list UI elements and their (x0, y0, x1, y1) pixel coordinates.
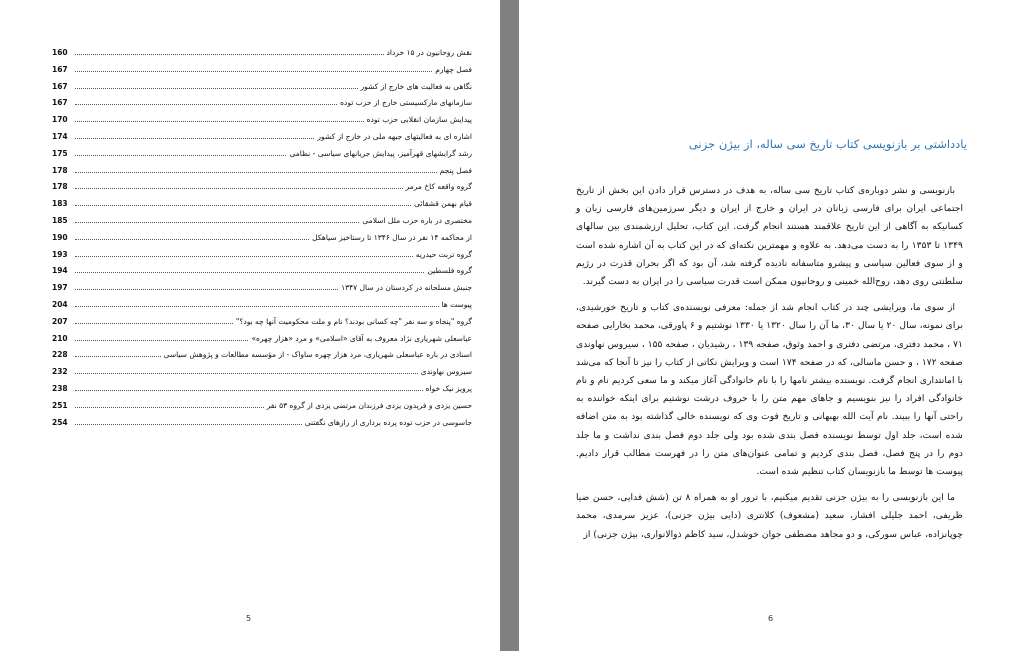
toc-entry[interactable] (52, 418, 472, 435)
toc-entry[interactable] (52, 182, 472, 199)
toc-page-number: 190 (52, 232, 68, 242)
toc-title: اشاره ای به فعالیتهای جبهه ملی در خارج از کشور (317, 131, 472, 141)
page-number: 6 (768, 614, 774, 623)
right-page (519, 0, 1024, 651)
toc-title: عباسعلی شهریاری نژاد معروف به آقای «اسلامی» و مرد «هزار چهره» (251, 333, 472, 343)
toc-entry[interactable] (52, 384, 472, 401)
toc-page-number: 228 (52, 350, 68, 360)
toc-title: سازمانهای مارکسیستی خارج از حزب توده (340, 98, 472, 108)
toc-title: فصل چهارم (435, 64, 472, 74)
toc-leader-dots (75, 87, 358, 89)
toc-title: پیوست ها (441, 299, 472, 309)
toc-leader-dots (75, 187, 403, 189)
toc-entry[interactable] (52, 166, 472, 183)
toc-page-number: 178 (52, 182, 68, 192)
toc-page-number: 175 (52, 148, 68, 158)
toc-title: مختصری در باره حزب ملل اسلامی (362, 215, 472, 225)
toc-entry[interactable] (52, 115, 472, 132)
page-number: 5 (246, 614, 252, 623)
toc-leader-dots (75, 339, 248, 341)
toc-page-number: 207 (52, 316, 68, 326)
toc-entry[interactable] (52, 199, 472, 216)
toc-page-number: 197 (52, 283, 68, 293)
body-text (576, 182, 963, 552)
toc-title: پرویز نیک خواه (425, 383, 472, 393)
toc-page-number: 174 (52, 131, 68, 141)
toc-title: اسنادی در باره عباسعلی شهریاری، مرد هزار چهره ساواک - از مؤسسه مطالعات و پژوهش سیاسی (163, 350, 472, 360)
toc-entry[interactable] (52, 82, 472, 99)
toc-leader-dots (75, 221, 359, 223)
toc-page-number: 160 (52, 48, 68, 57)
toc-entry[interactable] (52, 266, 472, 283)
toc-leader-dots (75, 154, 286, 156)
toc-entry[interactable] (52, 233, 472, 250)
toc-title: جنبش مسلحانه در کردستان در سال ۱۳۴۷ (341, 283, 472, 293)
toc-entry[interactable] (52, 149, 472, 166)
toc-title: پیدایش سازمان انقلابی حزب توده (366, 115, 472, 125)
toc-leader-dots (75, 53, 384, 55)
toc-leader-dots (75, 288, 338, 290)
toc-title: حسین یزدی و فریدون یزدی فرزندان مرتضی یزدی از گروه ۵۳ نفر (266, 400, 472, 410)
toc-leader-dots (75, 137, 314, 139)
toc-title: رشد گرایشهای قهرآمیز، پیدایش جریانهای سیاسی - نظامی (289, 148, 472, 158)
toc-page-number: 178 (52, 165, 68, 175)
body-paragraph: ما این بازنویسی را به بیژن جزنی تقدیم میکنیم، با ترور او به همراه ۸ تن (شش فدایی، حسن ضیا ظریفی، احمد جلیلی افشار، سعید (مشعوف) کلانتری (دایی بیژن جزنی)، عزیز سرمدی، محمد چوپانزاده، عباس سورکی، و دو مجاهد مصطفی جوان خوشدل، سید کاظم ذوالانواری، بیژن جزنی) از (576, 492, 963, 540)
toc-entry[interactable] (52, 48, 472, 65)
body-paragraph: بازنویسی و نشر دوباره‌ی کتاب تاریخ سی ساله، به هدف در دسترس قرار دادن این بخش از تاریخ اجتماعی ایران برای فارسی زبانان در ایران و خارج از ایران و دیگر سرزمین‌های فارسی زبان و کسانیکه به آگاهی از این تاریخ علاقمند هستند انجام گرفت. این کتاب، تحلیل ارزشمندی بین سالهای ۱۳۴۹ تا ۱۳۵۳ را به دست می‌دهد. به علاوه و مهمترین نکته‌ای که در این کتاب به آن اشاره شده است و از سوی فعالین سیاسی و پیشرو متاسفانه نادیده گرفته شد، آن بود که اگر بحران قدرت در رژیم سلطنتی روی دهد، روح‌الله خمینی و روحانیون ممکن است قدرت سیاسی را در ایران به دست گیرند. (576, 185, 963, 288)
toc-page-number: 210 (52, 333, 68, 343)
toc-leader-dots (75, 70, 432, 72)
toc-leader-dots (75, 238, 309, 240)
toc-leader-dots (75, 389, 423, 391)
toc-page-number: 251 (52, 400, 68, 410)
toc-page-number: 185 (52, 215, 68, 225)
toc-page-number: 170 (52, 115, 68, 125)
toc-entry[interactable] (52, 317, 472, 334)
toc-leader-dots (75, 406, 264, 408)
toc-title: جاسوسی در حزب توده پرده برداری از رازهای نگفتنی (304, 417, 472, 427)
toc-entry[interactable] (52, 367, 472, 384)
toc-page-number: 167 (52, 98, 68, 108)
toc-leader-dots (75, 171, 437, 173)
toc-entry[interactable] (52, 283, 472, 300)
toc-entry[interactable] (52, 98, 472, 115)
toc-page-number: 183 (52, 199, 68, 209)
left-page (0, 0, 500, 651)
toc-title: قیام بهمن قشقائی (414, 199, 472, 209)
toc-page-number: 232 (52, 367, 68, 377)
toc-leader-dots (75, 305, 439, 307)
toc-leader-dots (75, 255, 413, 257)
toc-entry[interactable] (52, 216, 472, 233)
toc-title: گروه "پنجاه و سه نفر "چه کسانی بودند؟ نام و ملت محکومیت آنها چه بود؟" (235, 316, 472, 326)
toc-page-number: 238 (52, 383, 68, 393)
toc-entry[interactable] (52, 132, 472, 149)
toc-leader-dots (75, 322, 233, 324)
toc-entry[interactable] (52, 401, 472, 418)
toc-entry[interactable] (52, 65, 472, 82)
toc-page-number: 204 (52, 299, 68, 309)
toc-title: نقش روحانیون در ۱۵ خرداد (386, 48, 472, 57)
toc-page-number: 254 (52, 417, 68, 427)
toc-leader-dots (75, 372, 418, 374)
toc-title: فصل پنجم (439, 165, 472, 175)
toc-page-number: 167 (52, 64, 68, 74)
toc-page-number: 194 (52, 266, 68, 276)
toc-title: گروه فلسطین (427, 266, 472, 276)
table-of-contents (52, 48, 472, 434)
toc-leader-dots (75, 423, 302, 425)
toc-title: نگاهی به فعالیت های خارج از کشور (360, 81, 472, 91)
toc-title: گروه واقعه کاخ مرمر (405, 182, 472, 192)
toc-leader-dots (75, 204, 411, 206)
toc-title: سیروس نهاوندی (420, 367, 472, 377)
toc-leader-dots (75, 120, 364, 122)
toc-entry[interactable] (52, 300, 472, 317)
toc-page-number: 193 (52, 249, 68, 259)
toc-leader-dots (75, 355, 161, 357)
toc-leader-dots (75, 103, 337, 105)
toc-entry[interactable] (52, 250, 472, 267)
section-heading: یادداشتی بر بازنویسی کتاب تاریخ سی ساله، از بیژن جزنی (688, 137, 967, 151)
toc-title: گروه تربت حیدریه (415, 249, 472, 259)
toc-entry[interactable] (52, 350, 472, 367)
toc-entry[interactable] (52, 334, 472, 351)
body-paragraph: از سوی ما، ویرایشی چند در کتاب انجام شد از جمله: معرفی نویسنده‌ی کتاب و تاریخ خورشیدی، برای نمونه، سال ۲۰ یا سال ۳۰، ما آن را سال ۱۳۲۰ یا ۱۳۳۰ نوشتیم و ۶ پاورقی، محمد بخارایی صفحه ۷۱ ، محمد دفتری، مرتضی دفتری و احمد وثوق، صفحه ۱۳۹ ، رشیدیان ، صفحه ۱۵۵ ، سیروس نهاوندی صفحه ۱۷۲ ، و حسن ماسالی، که در صفحه ۱۷۴ است و ویرایش نکاتی از کتاب را نیز تا آنجا که می‌شد با امانتداری انجام گرفت. نویسنده بیشتر نامها را با نام خانوادگی آغاز میکند و ما سعی کردیم نام و نام خانوادگی افراد را نیز بنویسیم و جاهای مهم متن را با حروف درشت نوشتیم برای اینکه خواننده به راحتی آنها را ببیند. نام آیت الله بهبهانی و تاریخ فوت وی که نویسنده خالی گذاشته بود به متن اضافه شده است، جلد اول توسط نویسنده فصل بندی شده بود ولی جلد دوم فصل بندی نداشت و ما جلد دوم را در پنج فصل، فصل بندی کردیم و تمامی عنوان‌های متن را در فهرست مطالب قرار دادیم. پیوست ها توسط ما بازنویسان کتاب تنظیم شده است. (576, 302, 963, 478)
toc-title: از محاکمه ۱۴ نفر در سال ۱۳۴۶ تا رستاخیز سیاهکل (312, 232, 472, 242)
toc-leader-dots (75, 271, 424, 273)
toc-page-number: 167 (52, 81, 68, 91)
